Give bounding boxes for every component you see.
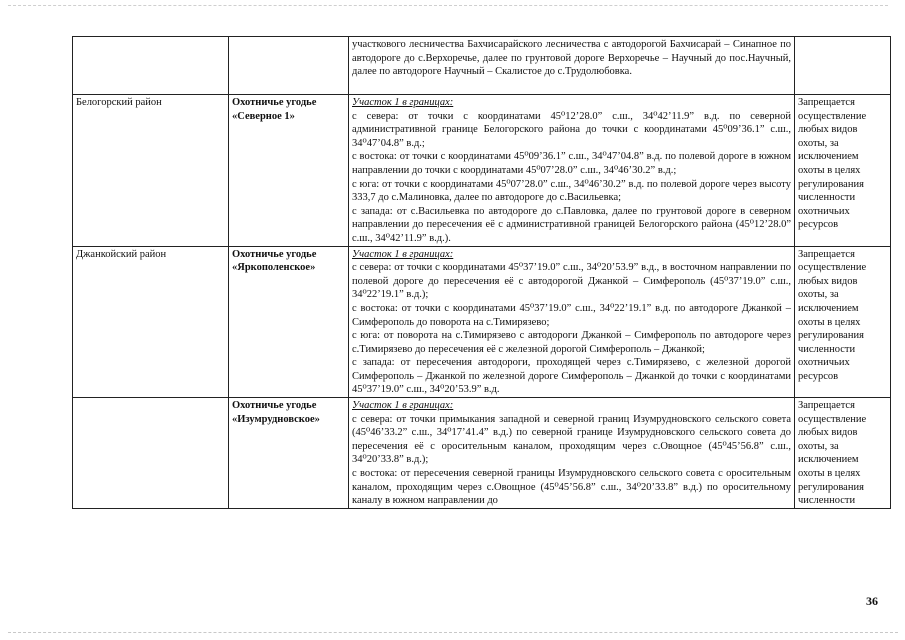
boundary-south: с юга: от поворота на с.Тимирязево с автодороги Джанкой – Симферополь по автодороге через с.Тимирязево до пересечения её с железной дорогой Симферополь – Джанкой; xyxy=(352,330,791,355)
boundary-line: участкового лесничества Бахчисарайского лесничества с автодорогой Бахчисарай – Синапное по автодороге до с.Верхоречье, далее по грунтовой дороге Верхоречье – Научный до пос.Научный, далее по автодороге Научный – Скалистое до с.Трудолюбовка. xyxy=(352,39,791,78)
hunting-ground-name: Охотничье угодье «Северное 1» xyxy=(229,95,349,247)
boundary-east: с востока: от точки с координатами 45⁰09’36.1” с.ш., 34⁰47’04.8” в.д. по полевой дороге в южном направлении до точки с координатами 45⁰07’28.0” с.ш., 34⁰46’30.2” в.д.; xyxy=(352,151,791,176)
boundary-east: с востока: от пересечения северной границы Изумрудновского сельского совета с оросительным каналом, проходящим через с.Овощное (45⁰45’56.8” с.ш., 34⁰20’33.8” в.д.) по оросительному каналу в южном направлении до xyxy=(352,468,791,507)
scan-top-edge xyxy=(8,5,888,6)
plot-title: Участок 1 в границах: xyxy=(352,400,454,412)
restriction-cell xyxy=(795,37,891,95)
table-row-continuation xyxy=(73,37,891,95)
ground-cell xyxy=(229,37,349,95)
restriction-cell xyxy=(795,398,891,509)
plot-title: Участок 1 в границах: xyxy=(352,97,454,108)
boundary-description-cell xyxy=(349,246,795,398)
plot-title: Участок 1 в границах: xyxy=(352,248,454,260)
table-row xyxy=(73,246,891,398)
boundary-description-cell xyxy=(349,37,795,95)
table-row xyxy=(73,398,891,509)
boundary-west: с запада: от пересечения автодороги, проходящей через с.Тимирязево, с железной дорогой Симферополь – Джанкой по железной дороге Симферополь – Джанкой до точки с координатами 45⁰37’19.0” с.ш., 34⁰20’53.9” в.д. xyxy=(352,357,791,396)
restriction-text: Запрещается осуществление любых видов охоты, за исключением охоты в целях регулирования численности охотничьих ресурсов xyxy=(798,97,867,231)
boundary-description-cell xyxy=(349,95,795,247)
page-number: 36 xyxy=(866,594,878,608)
boundary-south: с юга: от точки с координатами 45⁰07’28.0” с.ш., 34⁰46’30.2” в.д. по полевой дороге через высоту 333,7 до с.Малиновка, далее по автодороге до с.Васильевка; xyxy=(352,178,791,204)
boundary-north: с севера: от точки с координатами 45⁰37’19.0” с.ш., 34⁰20’53.9” в.д., в восточном направлении по полевой дороге до пересечения её с автодорогой Джанкой – Симферополь (45⁰37’19.0” с.ш., 34⁰22’19.1” в.д.); xyxy=(352,262,791,301)
boundary-north: с севера: от точки примыкания западной и северной границ Изумрудновского сельского совета (45⁰46’33.2” с.ш., 34⁰17’41.4” в.д.) по северной границе Изумрудновского сельского совета до пересечения её с оросительным каналом, проходящим через с.Овощное (45⁰45’56.8” с.ш., 34⁰20’33.8” в.д.); xyxy=(352,413,791,466)
table-row xyxy=(73,95,891,247)
restriction-cell xyxy=(795,246,891,398)
boundary-east: с востока: от точки с координатами 45⁰37’19.0” с.ш., 34⁰22’19.1” в.д. по автодороге Джанкой – Симферополь до поворота на с.Тимирязево; xyxy=(352,302,791,328)
boundary-description-cell xyxy=(349,398,795,509)
boundary-west: с запада: от с.Васильевка по автодороге до с.Павловка, далее по грунтовой дороге в северном направлении до пересечения её с административной границей Белогорского района (45⁰12’28.0” с.ш., 34⁰42’11.9” в.д.). xyxy=(352,205,791,244)
restriction-text: Запрещается осуществление любых видов охоты, за исключением охоты в целях регулирования численности охотничьих ресурсов xyxy=(798,248,867,382)
scan-bottom-edge xyxy=(8,632,898,633)
hunting-ground-name: Охотничье угодье «Яркополенское» xyxy=(229,246,349,398)
restriction-cell xyxy=(795,95,891,247)
hunting-grounds-table xyxy=(72,36,891,509)
restriction-text: Запрещается осуществление любых видов охоты, за исключением охоты в целях регулирования численности xyxy=(798,400,867,507)
hunting-ground-name: Охотничье угодье «Изумрудновское» xyxy=(229,398,349,509)
district-cell xyxy=(73,398,229,509)
boundary-north: с севера: от точки с координатами 45⁰12’28.0” с.ш., 34⁰42’11.9” в.д. по северной административной границе Белогорского района до точки с координатами 45⁰09’36.1” с.ш., 34⁰47’04.8” в.д.; xyxy=(352,110,791,149)
district-cell: Белогорский район xyxy=(73,95,229,247)
district-cell xyxy=(73,37,229,95)
district-cell: Джанкойский район xyxy=(73,246,229,398)
